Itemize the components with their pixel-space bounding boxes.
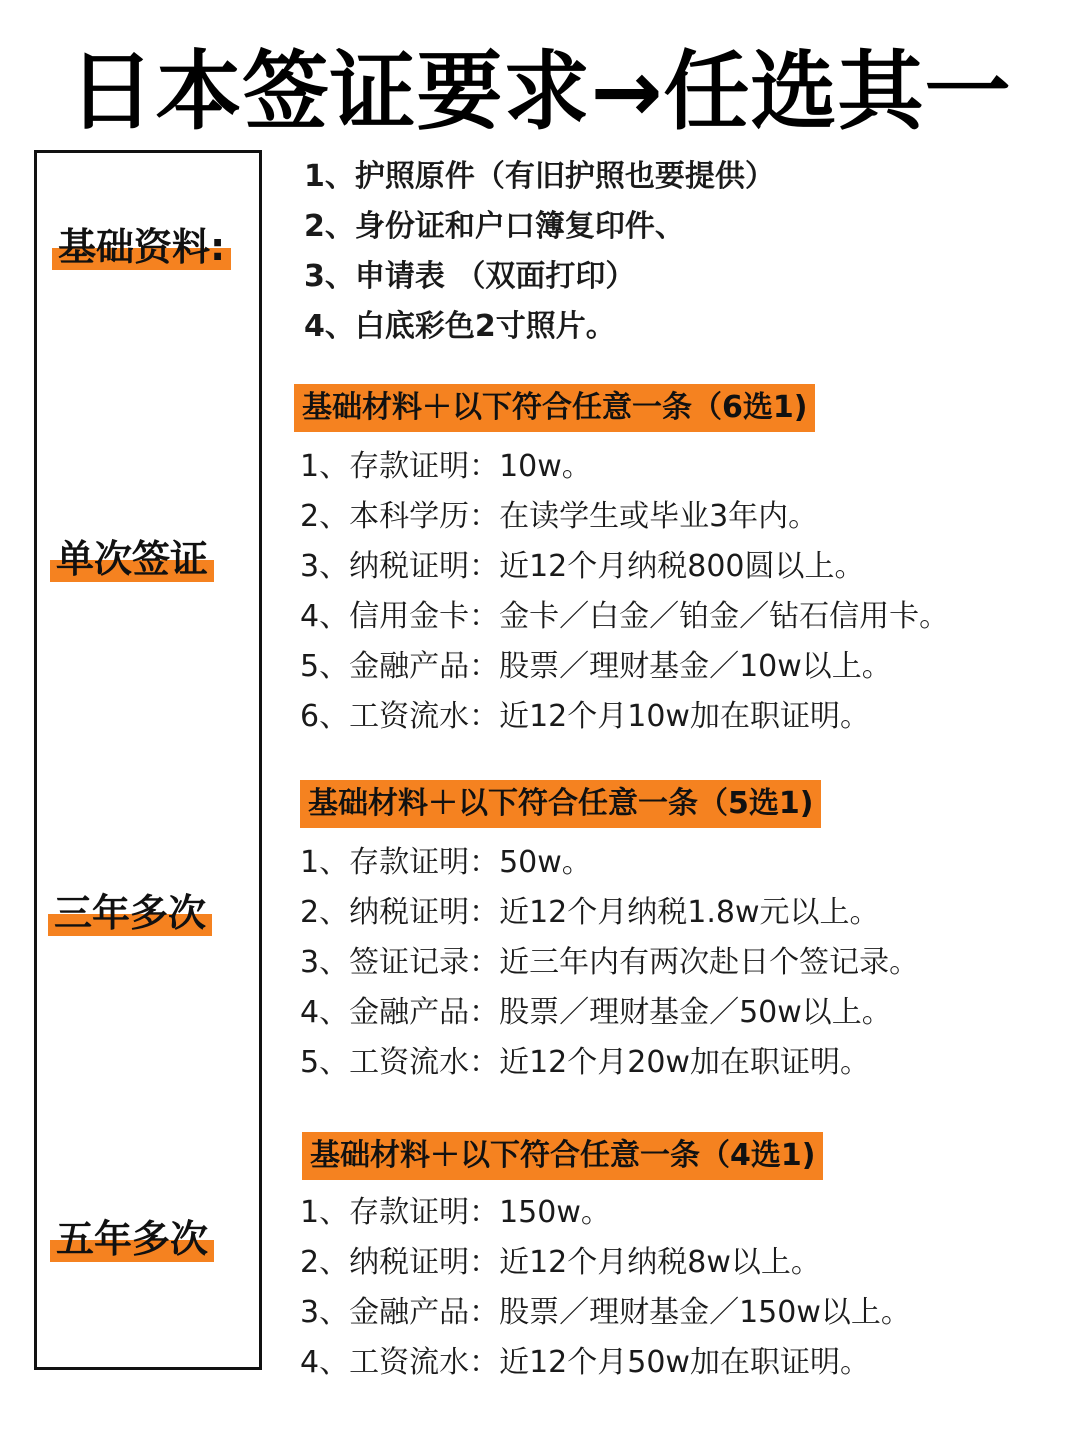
list-item: 3、签证记录：近三年内有两次赴日个签记录。 bbox=[300, 945, 920, 980]
list-item: 3、金融产品：股票／理财基金／150w以上。 bbox=[300, 1295, 911, 1330]
five-year-visa-header: 基础材料＋以下符合任意一条（4选1) bbox=[302, 1132, 823, 1180]
single-visa-header: 基础材料＋以下符合任意一条（6选1) bbox=[294, 384, 815, 432]
list-item: 1、护照原件（有旧护照也要提供） bbox=[304, 159, 775, 194]
three-year-visa-header: 基础材料＋以下符合任意一条（5选1) bbox=[300, 780, 821, 828]
list-item: 3、申请表 （双面打印） bbox=[304, 259, 636, 294]
three-year-visa-list bbox=[300, 838, 919, 1088]
list-item: 6、工资流水：近12个月10w加在职证明。 bbox=[300, 699, 870, 734]
list-item: 4、工资流水：近12个月50w加在职证明。 bbox=[300, 1345, 870, 1380]
list-item: 3、纳税证明：近12个月纳税800圆以上。 bbox=[300, 549, 865, 584]
list-item: 1、存款证明：50w。 bbox=[300, 845, 592, 880]
five-year-visa-label: 五年多次 bbox=[50, 1224, 214, 1262]
basic-materials-list bbox=[304, 152, 775, 352]
basic-materials-label: 基础资料: bbox=[52, 232, 231, 270]
list-item: 2、本科学历：在读学生或毕业3年内。 bbox=[300, 499, 819, 534]
category-column bbox=[34, 150, 262, 1370]
list-item: 1、存款证明：10w。 bbox=[300, 449, 592, 484]
three-year-visa-label: 三年多次 bbox=[48, 898, 212, 936]
page-title: 日本签证要求→任选其一 bbox=[68, 42, 1012, 142]
list-item: 2、纳税证明：近12个月纳税8w以上。 bbox=[300, 1245, 821, 1280]
list-item: 5、工资流水：近12个月20w加在职证明。 bbox=[300, 1045, 870, 1080]
list-item: 4、信用金卡：金卡／白金／铂金／钻石信用卡。 bbox=[300, 599, 950, 634]
list-item: 2、纳税证明：近12个月纳税1.8w元以上。 bbox=[300, 895, 880, 930]
single-visa-list bbox=[300, 442, 949, 742]
list-item: 5、金融产品：股票／理财基金／10w以上。 bbox=[300, 649, 892, 684]
single-visa-label: 单次签证 bbox=[50, 544, 214, 582]
list-item: 2、身份证和户口簿复印件、 bbox=[304, 209, 685, 244]
list-item: 4、白底彩色2寸照片。 bbox=[304, 309, 616, 344]
list-item: 1、存款证明：150w。 bbox=[300, 1195, 611, 1230]
five-year-visa-list bbox=[300, 1188, 911, 1388]
list-item: 4、金融产品：股票／理财基金／50w以上。 bbox=[300, 995, 892, 1030]
